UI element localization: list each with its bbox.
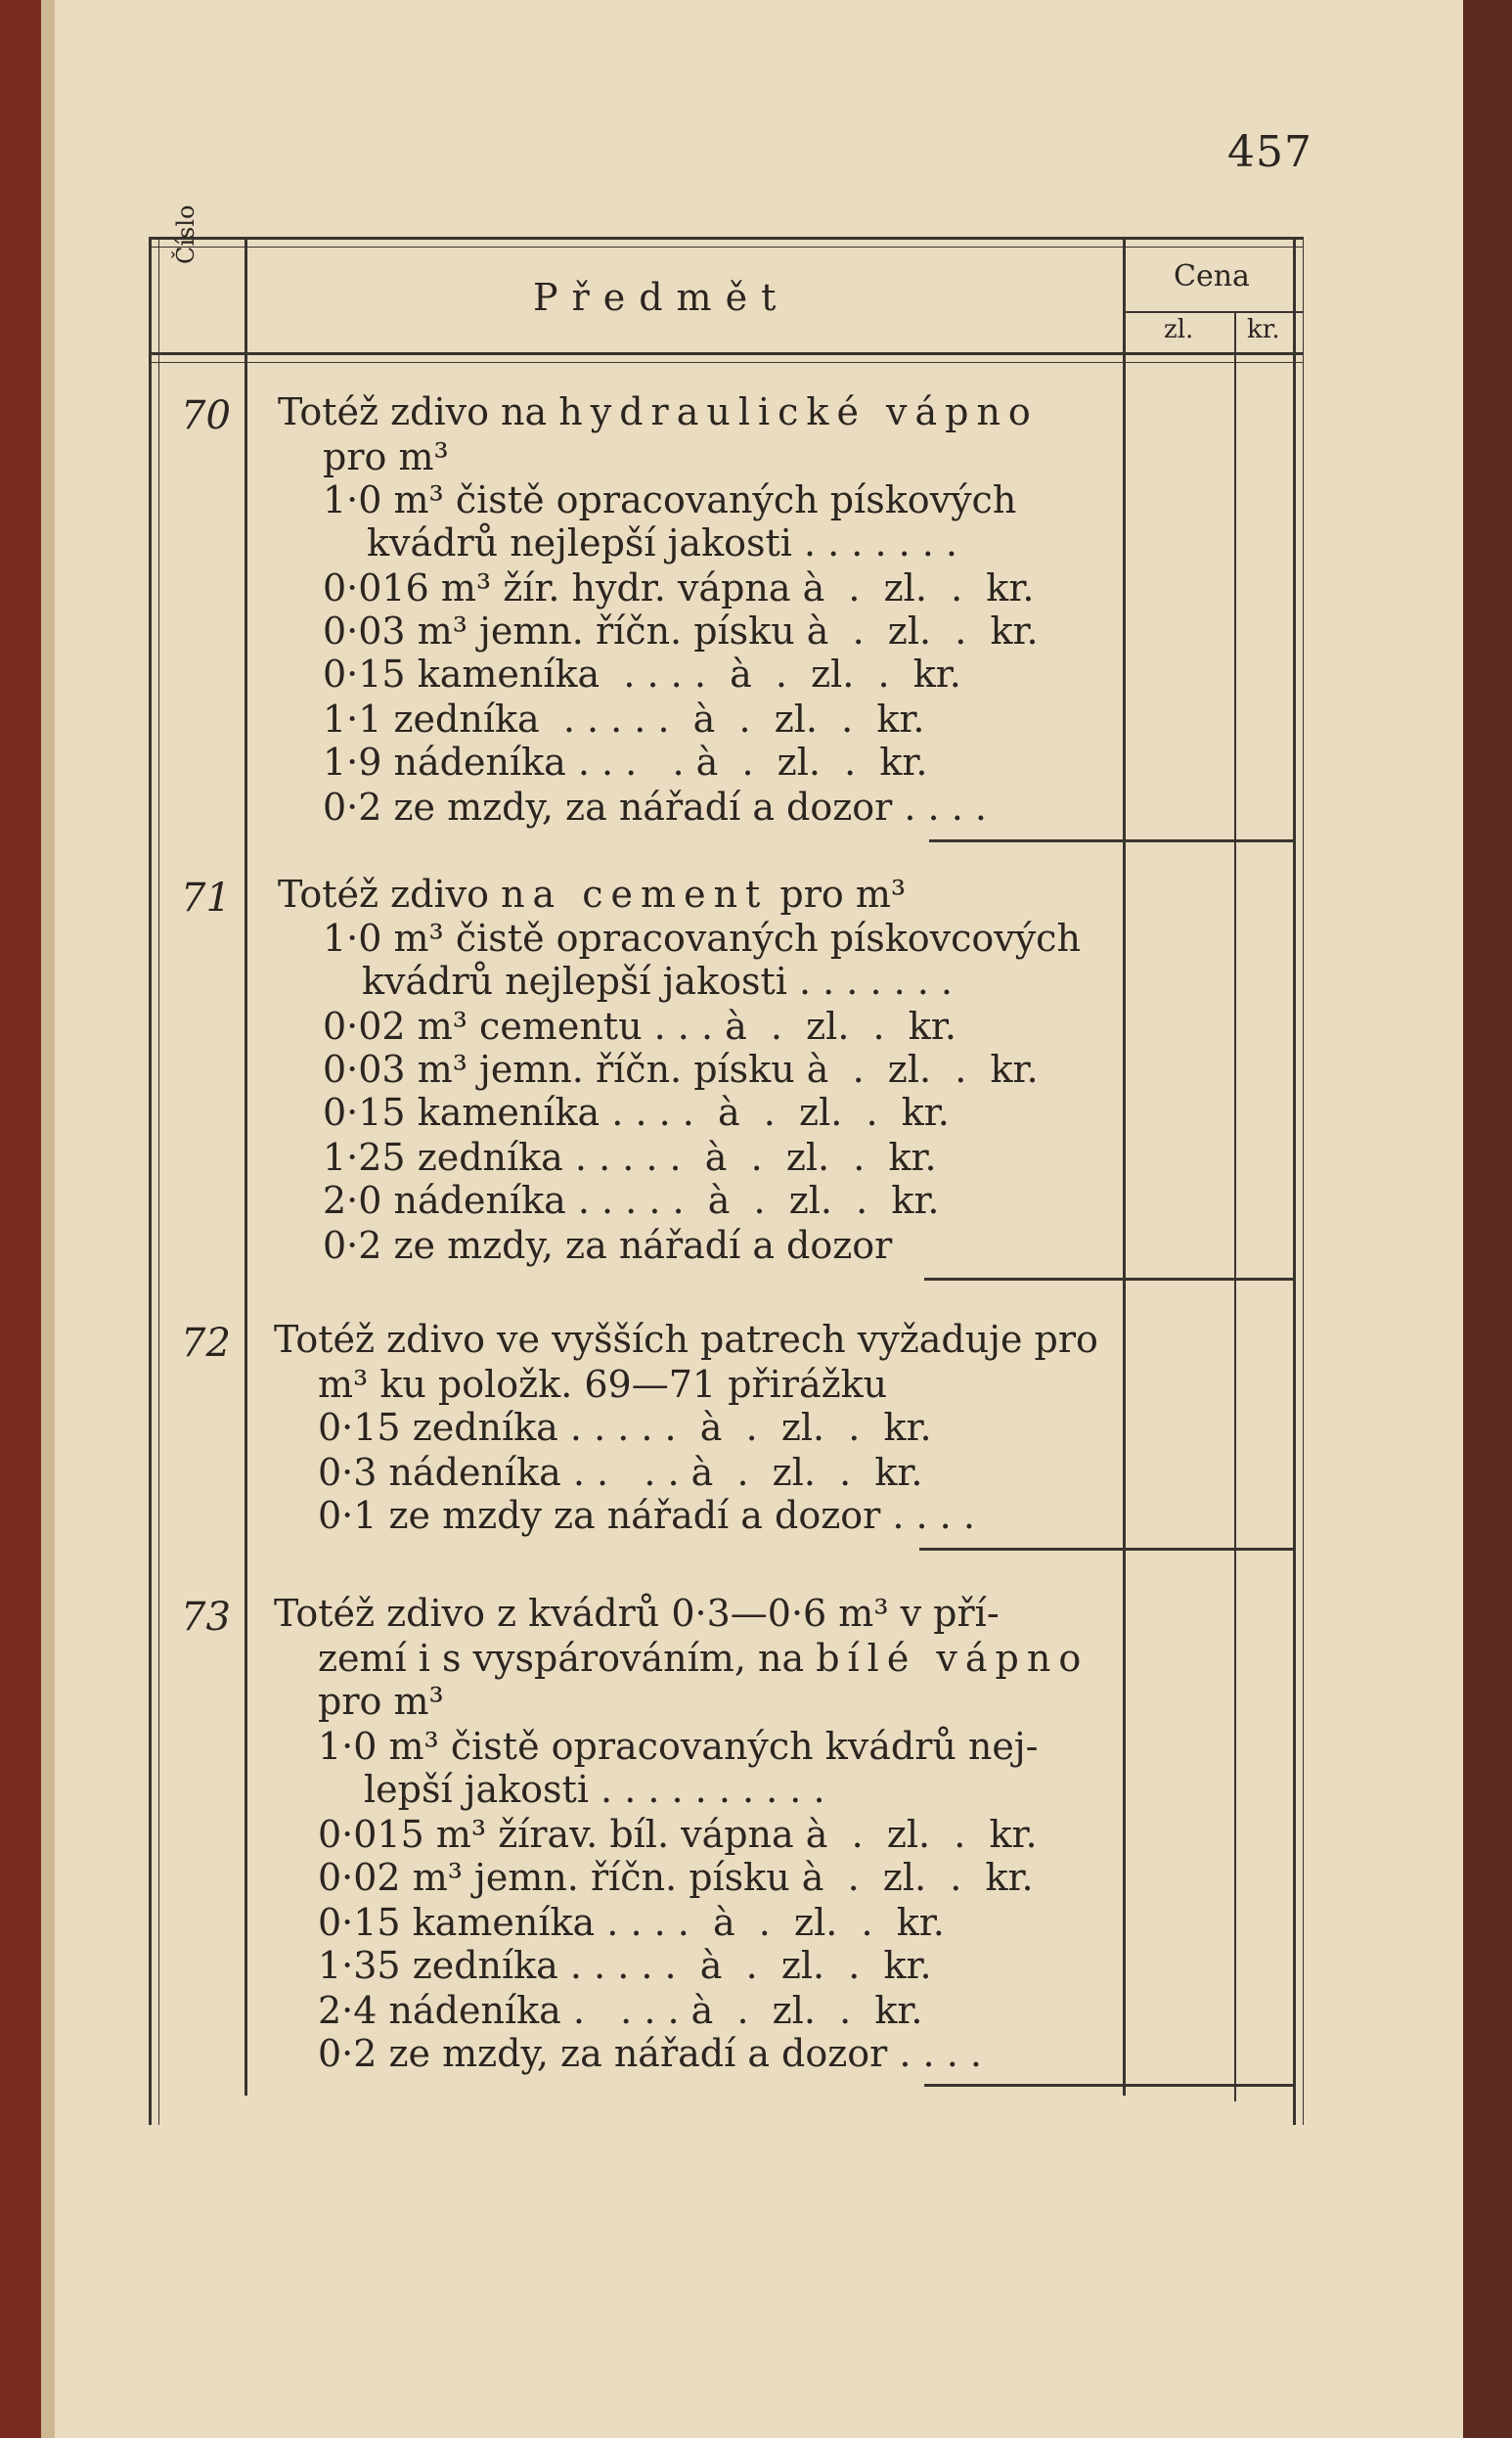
entry-line: 0·2 ze mzdy, za nářadí a dozor . . . . [318,2032,982,2075]
entry-line: m³ ku položk. 69—71 přirážku [318,1363,888,1406]
entry-line: 0·2 ze mzdy, za nářadí a dozor . . . . [323,786,987,829]
entry-line: 0·02 m³ jemn. říčn. písku à . zl. . kr. [318,1856,1034,1899]
entry-line: Totéž zdivo na hydraulické vápno [278,390,1039,433]
entry-line: 0·3 nádeníka . . . . à . zl. . kr. [318,1451,923,1494]
entry-number: 72 [181,1321,231,1366]
cena-subheader-line [1125,311,1303,313]
table-top-border [149,237,1303,240]
header-zl: zl. [1164,315,1194,344]
table-left-border [149,237,152,2125]
entry-line: Totéž zdivo z kvádrů 0·3—0·6 m³ v pří- [274,1592,1000,1635]
entry-line: 2·4 nádeníka . . . . à . zl. . kr. [318,1989,923,2032]
entry-line: 0·015 m³ žírav. bíl. vápna à . zl. . kr. [318,1813,1038,1856]
entry-70-total-line [929,839,1293,842]
entry-73-total-line [924,2084,1293,2087]
page-edge [41,0,55,2438]
book-binding [0,0,41,2438]
predmet-column-border [1123,237,1126,2096]
entry-number: 73 [181,1595,231,1640]
page-number: 457 [1227,127,1312,177]
entry-line: 0·03 m³ jemn. říčn. písku à . zl. . kr. [323,1048,1039,1091]
entry-71-total-line [924,1278,1293,1281]
entry-line: 1·35 zedníka . . . . . à . zl. . kr. [318,1944,932,1987]
entry-line: zemí i s vyspárováním, na bílé vápno [318,1637,1090,1680]
entry-line: 0·15 kameníka . . . . à . zl. . kr. [323,1091,950,1134]
entry-line: 0·15 kameníka . . . . à . zl. . kr. [318,1901,945,1944]
entry-line: 0·2 ze mzdy, za nářadí a dozor [323,1224,893,1267]
entry-line: 0·15 zedníka . . . . . à . zl. . kr. [318,1406,932,1449]
header-cena: Cena [1174,259,1250,293]
table-right-border [1293,237,1296,2125]
entry-line: 0·1 ze mzdy za nářadí a dozor . . . . [318,1494,975,1537]
entry-line: 1·9 nádeníka . . . . à . zl. . kr. [323,741,928,784]
cislo-column-border [245,237,247,2096]
entry-line: 0·02 m³ cementu . . . à . zl. . kr. [323,1005,956,1048]
entry-number: 70 [181,393,231,438]
entry-line: 1·25 zedníka . . . . . à . zl. . kr. [323,1136,937,1179]
entry-line: 1·1 zedníka . . . . . à . zl. . kr. [323,698,925,741]
book-binding-right [1463,0,1512,2438]
table-left-border-inner [158,237,159,2125]
header-bottom-border [149,352,1303,355]
header-cislo: Číslo [172,204,200,264]
entry-line: pro m³ [323,435,449,478]
entry-line: lepší jakosti . . . . . . . . . . [364,1768,825,1811]
entry-line: kvádrů nejlepší jakosti . . . . . . . [362,960,954,1003]
entry-line: 0·15 kameníka . . . . à . zl. . kr. [323,653,961,696]
entry-line: kvádrů nejlepší jakosti . . . . . . . [367,521,958,564]
entry-line: 2·0 nádeníka . . . . . à . zl. . kr. [323,1179,940,1222]
header-kr: kr. [1247,315,1280,344]
zl-column-border [1234,311,1236,2101]
entry-line: 0·016 m³ žír. hydr. vápna à . zl. . kr. [323,566,1035,610]
entry-line: 1·0 m³ čistě opracovaných pískových [323,478,1017,521]
entry-line: 1·0 m³ čistě opracovaných kvádrů nej- [318,1725,1039,1768]
entry-line: Totéž zdivo ve vyšších patrech vyžaduje pro [274,1318,1098,1361]
table-right-border-outer [1303,237,1304,2125]
entry-72-total-line [919,1548,1293,1551]
entry-line: pro m³ [318,1680,444,1723]
entry-line: 1·0 m³ čistě opracovaných pískovcových [323,917,1081,960]
entry-number: 71 [181,876,231,921]
entry-line: 0·03 m³ jemn. říčn. písku à . zl. . kr. [323,610,1039,653]
header-predmet: Předmět [533,276,790,319]
entry-line: Totéž zdivo na cement pro m³ [278,873,907,916]
table-top-border-inner [149,247,1303,248]
header-bottom-border-inner [149,362,1303,363]
